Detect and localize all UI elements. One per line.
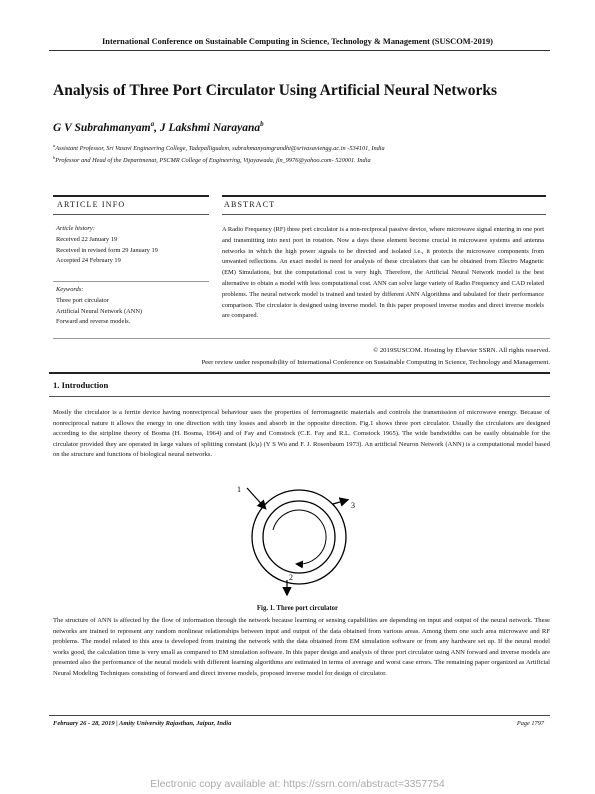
conference-header: International Conference on Sustainable Computing in Science, Technology & Management (SUSCOM-2019) bbox=[102, 37, 493, 46]
affiliation-a: $^a$Assistant Professor, Sri Vasavi Engineering College, Tadepalligudem, subrahmanyamgrandhi@srivasaviengg.ac.in -534101, India bbox=[53, 143, 385, 153]
page-number: Page 1797 bbox=[516, 720, 544, 727]
circulator-figure bbox=[225, 482, 375, 598]
author-1: G V Subrahmanyam bbox=[53, 121, 151, 134]
author-2: J Lakshmi Narayana bbox=[159, 121, 261, 134]
port-3-arrow bbox=[333, 500, 347, 504]
abstract-bottom-rule bbox=[53, 338, 550, 339]
intro-paragraph-2: The structure of ANN is affected by the flow of information through the network because learning or sensing capabilities are depending on input and output of the neural network. These networks are trained to represent any random nonlinear relationships between input and output of the data obtained from various areas. Among them one such area microwave and RF problems. The model related to this area is developed from training the network with the data obtained from EM simulation software or from any hardware set up. If the neural model works good, the calculation time is very small as compared to EM simulation software. In this paper design and analysis of three port circulator using ANN forward and inverse models are presented also the performance of the neural models with different learning algorithms are estimated in terms of average and worst case errors. The remaining paper organized as Artificial Neural Modeling Techniques consisting of forward and direct inverse models, proposed inverse model for design of circulator. bbox=[53, 617, 550, 677]
port-2-label: 2 bbox=[289, 573, 293, 582]
footer-rule bbox=[49, 715, 550, 716]
keyword: Artificial Neural Network (ANN) bbox=[56, 307, 143, 315]
abstract-top-rule bbox=[222, 195, 546, 197]
keywords bbox=[56, 285, 206, 328]
header-rule bbox=[49, 50, 550, 51]
abstract-heading: ABSTRACT bbox=[224, 200, 276, 209]
abstract-rule bbox=[222, 214, 546, 215]
keyword: Three port circulator bbox=[56, 296, 109, 304]
port-1-arrow bbox=[247, 488, 265, 508]
outer-ring bbox=[252, 490, 346, 584]
ssrn-watermark[interactable]: Electronic copy available at: https://ssrn.com/abstract=3357754 bbox=[150, 778, 445, 790]
article-info-top-rule bbox=[53, 195, 209, 197]
port-3-label: 3 bbox=[351, 501, 355, 510]
intro-paragraph-1: Mostly the circulator is a ferrite device having nonreciprocal behaviour uses the properties of ferromagnetic materials and controls the transmission of microwave energy. Because of nonreciprocal nature it allows the energy in one direction with tiny losses and absorb in the opposite direction. Fig.1 shows three port circulator. Usually the circulators are designed according to the stripline theory of Bosma (H. Bosma, 1964) and of Fay and Comstock (C.E. Fay and R.L. Comstock 1965). The wide bandwidths can be easily obtainable for the circulator provided they are operated in large values of splitting constant (k/μ) (Y S Wu and F. J. Rosenbaum 1973). An artificial Neuron Network (ANN) is a computational model based on the structure and functions of biological neural networks. bbox=[53, 409, 550, 459]
history-revised: Received in revised form 29 January 19 bbox=[56, 246, 158, 254]
section-heading-introduction: 1. Introduction bbox=[53, 380, 109, 390]
keywords-label: Keywords: bbox=[56, 286, 84, 293]
article-info-rule bbox=[53, 214, 209, 215]
figure-caption: Fig. 1. Three port circulator bbox=[256, 605, 339, 612]
inner-ring bbox=[263, 501, 335, 573]
port-1-label: 1 bbox=[237, 485, 241, 494]
peer-review-line: Peer review under responsibility of International Conference on Sustainable Computing in Science, Technology and Management. bbox=[201, 359, 550, 366]
keyword: Forward and reverse models. bbox=[56, 318, 131, 326]
abstract-text: A Radio Frequency (RF) three port circulator is a non-reciprocal passive device, where microwave signal entering in one port and transmitting into next port in rotation. Now a days these element become crucial in microwave systems and antenna networks in which the high power signals to be directed and isolated i.e., it protects the microwave components from unwanted reflections. An exact model is need for analysis of these circulators that can be obtained from Electro Magnetic (EM) Simulations, but the computational cost is very high. Therefore, the Artificial Neural Network model is the best alternative to obtain a model with less computational cost. ANN can solve large variety of Radio Frequency and CAD related problems. The neural network model is trained and tested by different ANN Algorithms and tabulated for their performance comparison. The circulator is designed using inverse model. In this paper proposed inverse modes and direct inverse models are compared. bbox=[222, 226, 544, 320]
article-history bbox=[56, 224, 206, 267]
intro-top-rule bbox=[49, 372, 550, 374]
article-info-heading: ARTICLE INFO bbox=[57, 200, 126, 209]
footer-conference: February 26 - 28, 2019 | Amity University Rajasthan, Jaipur, India bbox=[53, 720, 232, 727]
history-label: Article history: bbox=[56, 225, 95, 232]
copyright-line: © 2019SUSCOM. Hosting by Elsevier SSRN. All rights reserved. bbox=[373, 347, 550, 354]
history-received: Received 22 January 19 bbox=[56, 235, 118, 243]
history-accepted: Accepted 24 February 19 bbox=[56, 257, 121, 265]
history-rule bbox=[53, 281, 209, 282]
affiliation-b: $^b$Professor and Head of the Departmenat, PSCMR College of Engineering, Vijayawada, jln_9976@yahoo.com- 520001. India bbox=[53, 155, 371, 165]
author-list: G V Subrahmanyam$^a$, J Lakshmi Narayana$^b$ bbox=[53, 120, 264, 134]
paper-title: Analysis of Three Port Circulator Using Artificial Neural Networks bbox=[53, 82, 498, 99]
rotation-arrow bbox=[273, 510, 326, 564]
intro-bottom-rule bbox=[49, 396, 550, 397]
